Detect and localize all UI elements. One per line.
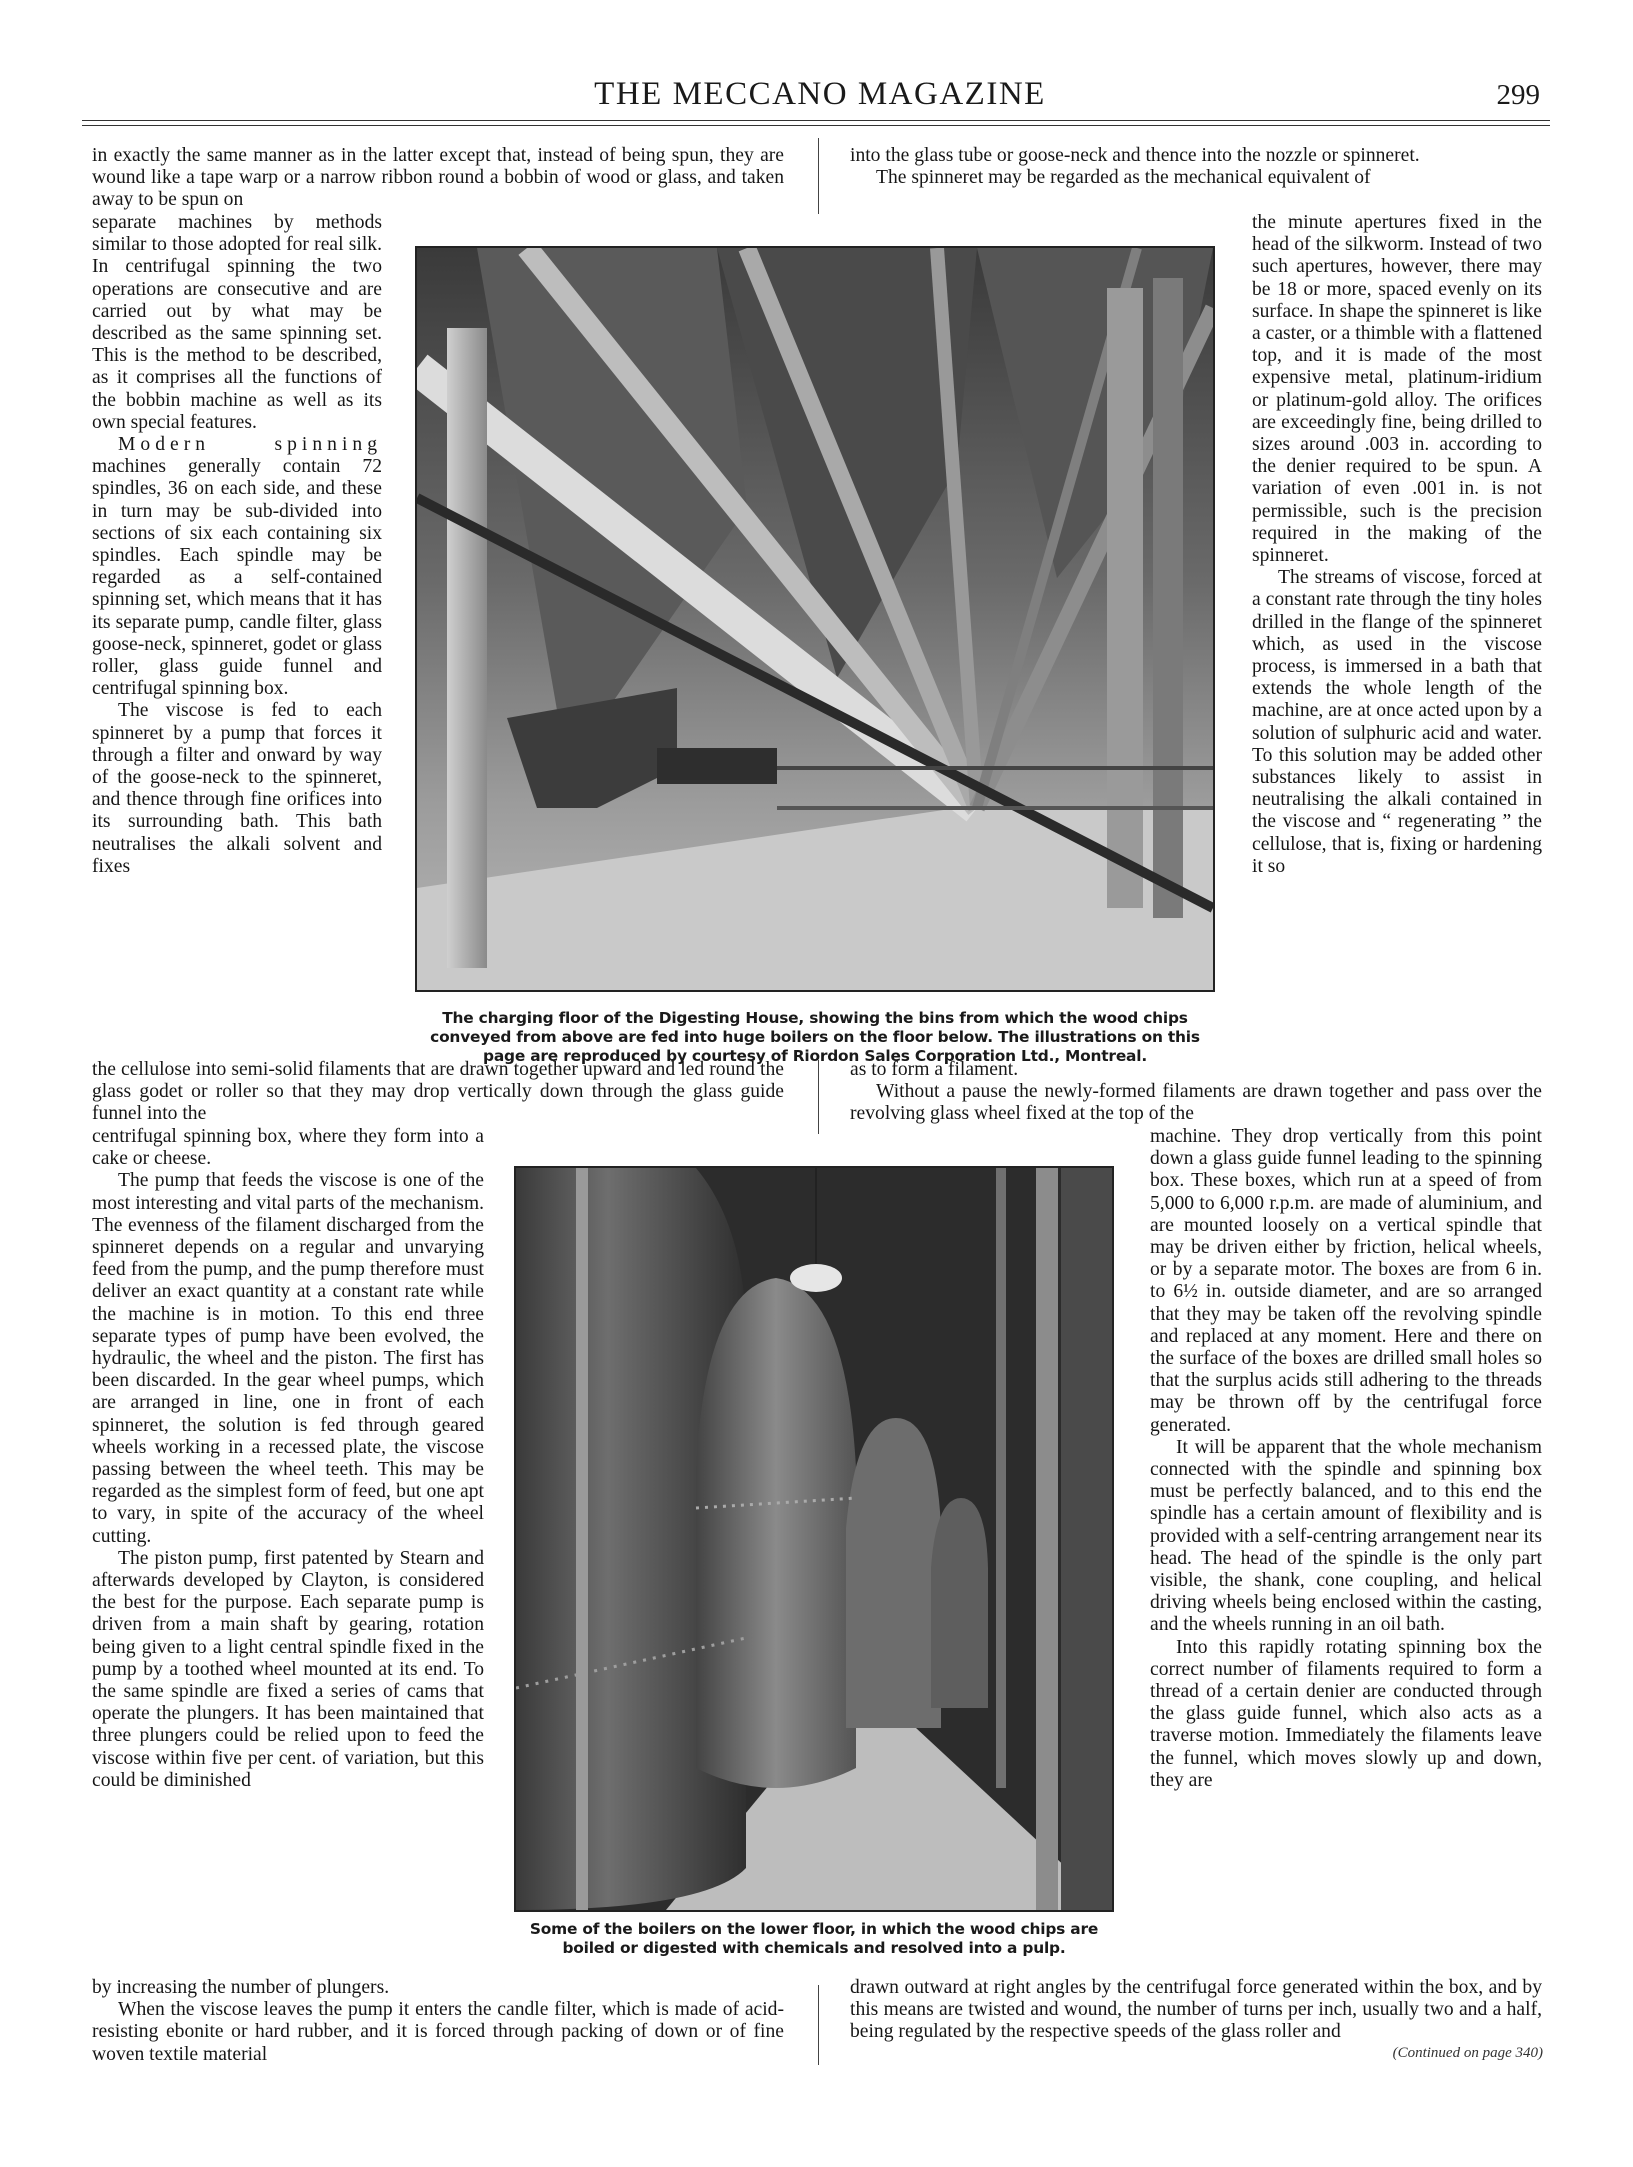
paragraph-rest: machines generally contain 72 spindles, 36 on each side, and these in turn may be sub-divided into sections of six each containing six spindles. Each spindle may be regarded as a self-contained spinning set, which means that it has its separate pump, candle filter, glass goose-neck, spinneret, godet or glass roller, glass guide funnel and centrifugal spinning box. [92, 456, 382, 700]
right-text-top [850, 145, 1542, 213]
column-divider-mid [818, 1060, 819, 1134]
magazine-title: THE MECCANO MAGAZINE [594, 76, 1046, 112]
caption-bottom: Some of the boilers on the lower floor, in which the wood chips are boiled or digested with chemicals and resolved into a pulp. [529, 1920, 1099, 1957]
photo-boilers [514, 1166, 1114, 1912]
paragraph: Into this rapidly rotating spinning box the correct number of filaments required to form a thread of a certain denier are conducted through the glass guide funnel, which also acts as a traverse motion. Immediately the filaments leave the funnel, which moves slowly up and down, they are [1150, 1636, 1542, 1791]
paragraph: drawn outward at right angles by the centrifugal force generated within the box, and by this means are twisted and wound, the number of turns per inch, usually two and a half, being regulated by the respective speeds of the glass roller and [850, 1977, 1542, 2043]
column-divider-top [818, 138, 819, 214]
paragraph: in exactly the same manner as in the latter except that, instead of being spun, they are wound like a tape warp or a narrow ribbon round a bobbin of wood or glass, and taken away to be spun on [92, 145, 784, 211]
paragraph: It will be apparent that the whole mechanism connected with the spindle and spinning box must be perfectly balanced, and to this end the spindle has a certain amount of flexibility and is provided with a self-centring arrangement near its head. The head of the spindle is the only part visible, the shank, cone coupling, and helical driving wheels being enclosed within the casting, and the wheels running in an oil bath. [1150, 1436, 1542, 1636]
paragraph: machine. They drop vertically from this point down a glass guide funnel leading to the spinning box. These boxes, which run at a speed of from 5,000 to 6,000 r.p.m. are made of aluminium, and are mounted loosely on a vertical spindle that may be driven either by friction, helical wheels, or by a separate motor. The boxes are from 6 in. to 6½ in. outside diameter, and are so arranged that they may be taken off the revolving spindle and replaced at any moment. Here and there on the surface of the boxes are drilled small holes so that the surplus acids still adhering to the threads may be thrown off by the centrifugal force generated. [1150, 1126, 1542, 1436]
paragraph: centrifugal spinning box, where they form into a cake or cheese. [92, 1126, 484, 1170]
photo-illustration [516, 1168, 1112, 1910]
column-divider-bottom [818, 1985, 819, 2065]
paragraph: into the glass tube or goose-neck and thence into the nozzle or spinneret. [850, 145, 1420, 166]
left-text-bottom [92, 1977, 784, 2067]
running-head [90, 76, 1550, 122]
right-text-narrow [1252, 212, 1542, 1070]
left-text-mid-wide [92, 1059, 784, 1127]
right-text-mid-wide [850, 1059, 1542, 1127]
paragraph: The piston pump, first patented by Stearn and afterwards developed by Clayton, is considered the best for the purpose. Each separate pump is driven from a main shaft by gearing, rotation being given to a light central spindle fixed in the pump by a toothed wheel mounted at its end. To the same spindle are fixed a series of cams that operate the plungers. It has been maintained that three plungers could be relied upon to feed the viscose within five per cent. of variation, but this could be diminished [92, 1547, 484, 1791]
paragraph: the cellulose into semi-solid filaments that are drawn together upward and led round the glass godet or roller so that they may drop vertically down through the glass guide funnel into the [92, 1059, 784, 1125]
paragraph: The pump that feeds the viscose is one of the most interesting and vital parts of the mechanism. The evenness of the filament discharged from the spinneret depends on a regular and unvarying feed from the pump, and the pump therefore must deliver an exact quantity at a constant rate while the machine is in motion. To this end three separate types of pump have been evolved, the hydraulic, the wheel and the piston. The first has been discarded. In the gear wheel pumps, which are arranged in line, one in front of each spinneret, the solution is fed through geared wheels working in a recessed plate, the viscose passing between the wheel teeth. This may be regarded as the simplest form of feed, but one apt to vary, in spite of the accuracy of the wheel cutting. [92, 1170, 484, 1547]
paragraph: The spinneret may be regarded as the mechanical equivalent of [876, 167, 1371, 189]
paragraph: The streams of viscose, forced at a constant rate through the tiny holes drilled in the flange of the spinneret which, as used in the viscose process, is immersed in a bath that extends the whole length of the machine, are at once acted upon by a solution of sulphuric acid and water. To this solution may be added other substances likely to assist in neutralising the alkali contained in the viscose and “ regenerating ” the cellulose, that is, fixing or hardening it so [1252, 567, 1542, 877]
photo-illustration [417, 248, 1213, 990]
paragraph: The viscose is fed to each spinneret by a pump that forces it through a filter and onward by way of the goose-neck to the spinneret, and thence through fine orifices into its surrounding bath. This bath neutralises the alkali solvent and fixes [92, 700, 382, 877]
paragraph: as to form a filament. [850, 1059, 1019, 1080]
paragraph: When the viscose leaves the pump it enters the candle filter, which is made of acid-resisting ebonite or hard rubber, and it is forced through packing of down or of fine woven textile material [92, 1999, 784, 2065]
header-rule [82, 120, 1550, 121]
header-rule-double [82, 125, 1550, 126]
caption-top: The charging floor of the Digesting House, showing the bins from which the wood chips conveyed from above are fed into huge boilers on the floor below. The illustrations on this page are reproduced by courtesy of Riordon Sales Corporation Ltd., Montreal. [430, 1009, 1200, 1065]
paragraph: by increasing the number of plungers. [92, 1977, 390, 1998]
paragraph: separate machines by methods similar to those adopted for real silk. In centrifugal spinning the two operations are consecutive and are carried out by what may be described as the same spinning set. This is the method to be described, as it comprises all the functions of the bobbin machine as well as its own special features. [92, 212, 382, 433]
page-number: 299 [1496, 79, 1540, 111]
continued-note: (Continued on page 340) [1392, 2045, 1543, 2061]
paragraph: Without a pause the newly-formed filaments are drawn together and pass over the revolving glass wheel fixed at the top of the [850, 1081, 1542, 1125]
left-text-medium [92, 1126, 484, 1978]
left-text-top [92, 145, 784, 213]
right-text-medium [1150, 1126, 1542, 1978]
left-text-narrow [92, 212, 382, 1070]
paragraph-lead: Modern spinning [118, 434, 382, 456]
paragraph: the minute apertures fixed in the head of the silkworm. Instead of two such apertures, however, there may be 18 or more, spaced evenly on its surface. In shape the spinneret is like a caster, or a thimble with a flattened top, and it is made of the most expensive metal, platinum-iridium or platinum-gold alloy. The orifices are exceedingly fine, being drilled to sizes around .003 in. according to the denier required to be spun. A variation of even .001 in. is not permissible, such is the precision required in the making of the spinneret. [1252, 212, 1542, 567]
paragraph [92, 434, 382, 700]
photo-digesting-house [415, 246, 1215, 992]
right-text-bottom [850, 1977, 1542, 2045]
